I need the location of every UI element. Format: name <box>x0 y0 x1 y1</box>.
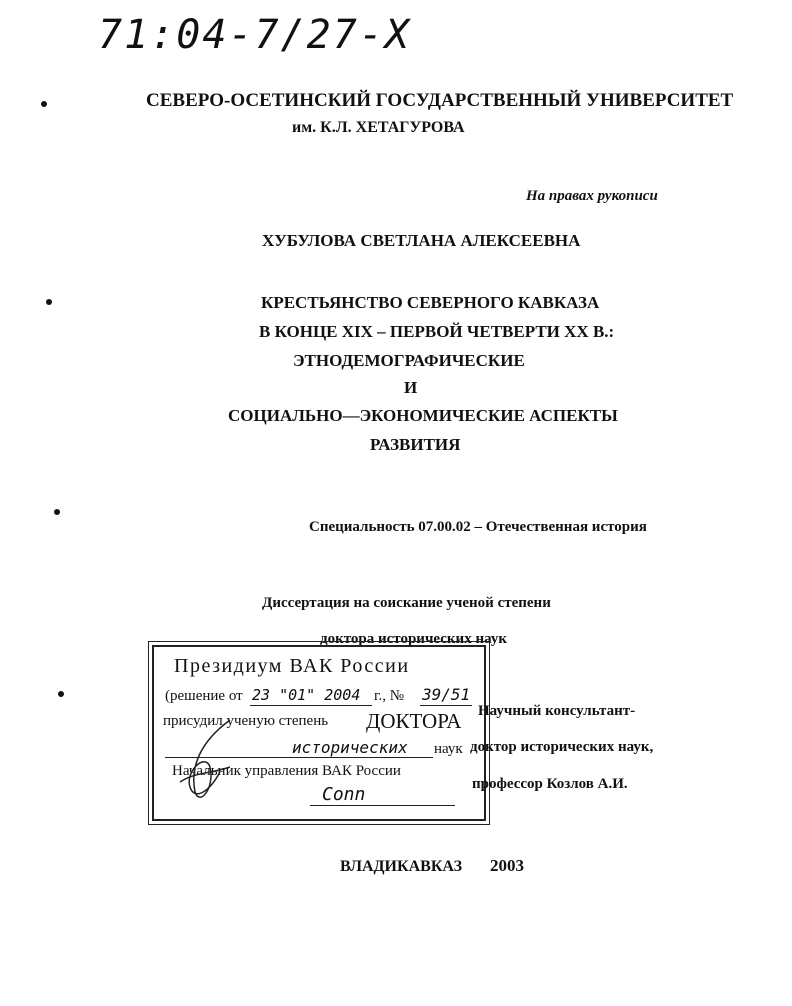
manuscript-note: На правах рукописи <box>526 188 658 204</box>
specialty: Специальность 07.00.02 – Отечественная история <box>309 519 647 535</box>
title-line: ЭТНОДЕМОГРАФИЧЕСКИЕ <box>293 351 525 370</box>
university-name: СЕВЕРО-ОСЕТИНСКИЙ ГОСУДАРСТВЕННЫЙ УНИВЕРСИТЕТ <box>146 90 734 111</box>
city: ВЛАДИКАВКАЗ <box>340 858 463 875</box>
stamp-title: Президиум ВАК России <box>174 655 410 677</box>
handwritten-code: 71:04-7/27-X <box>98 12 411 58</box>
stamp-decision-prefix: (решение от <box>165 688 243 704</box>
consultant-degree: доктор исторических наук, <box>470 739 654 755</box>
author-name: ХУБУЛОВА СВЕТЛАНА АЛЕКСЕЕВНА <box>262 231 581 250</box>
signature-scribble <box>170 712 260 812</box>
stamp-degree: ДОКТОРА <box>366 709 462 733</box>
title-line: СОЦИАЛЬНО—ЭКОНОМИЧЕСКИЕ АСПЕКТЫ <box>228 406 618 425</box>
margin-mark <box>58 691 64 697</box>
stamp-awarded: присудил ученую степень <box>163 713 329 729</box>
dissertation-line: Диссертация на соискание ученой степени <box>262 595 551 611</box>
title-line: И <box>404 378 418 397</box>
university-named-after: им. К.Л. ХЕТАГУРОВА <box>292 119 465 136</box>
stamp-decision-date: 23 "01" 2004 <box>252 686 361 704</box>
margin-mark <box>41 101 47 107</box>
stamp-field-handwritten: исторических <box>292 738 408 757</box>
stamp-decision-number: 39/51 <box>422 685 471 704</box>
underline <box>420 705 472 706</box>
stamp-chief: Начальник управления ВАК России <box>172 763 401 779</box>
year: 2003 <box>490 856 524 875</box>
dissertation-degree: доктора исторических наук <box>320 631 507 647</box>
title-line: КРЕСТЬЯНСТВО СЕВЕРНОГО КАВКАЗА <box>261 293 600 312</box>
stamp-signature: Conn <box>322 784 366 805</box>
title-line: В КОНЦЕ XIX – ПЕРВОЙ ЧЕТВЕРТИ XX В.: <box>259 322 615 341</box>
margin-mark <box>46 299 52 305</box>
margin-mark <box>54 509 60 515</box>
stamp-field-suffix: наук <box>434 741 463 757</box>
consultant-label: Научный консультант- <box>478 703 636 719</box>
underline <box>250 705 372 706</box>
underline <box>310 805 455 806</box>
title-line: РАЗВИТИЯ <box>370 435 461 454</box>
stamp-decision-mid: г., № <box>374 688 405 704</box>
consultant-name: профессор Козлов А.И. <box>472 776 628 792</box>
